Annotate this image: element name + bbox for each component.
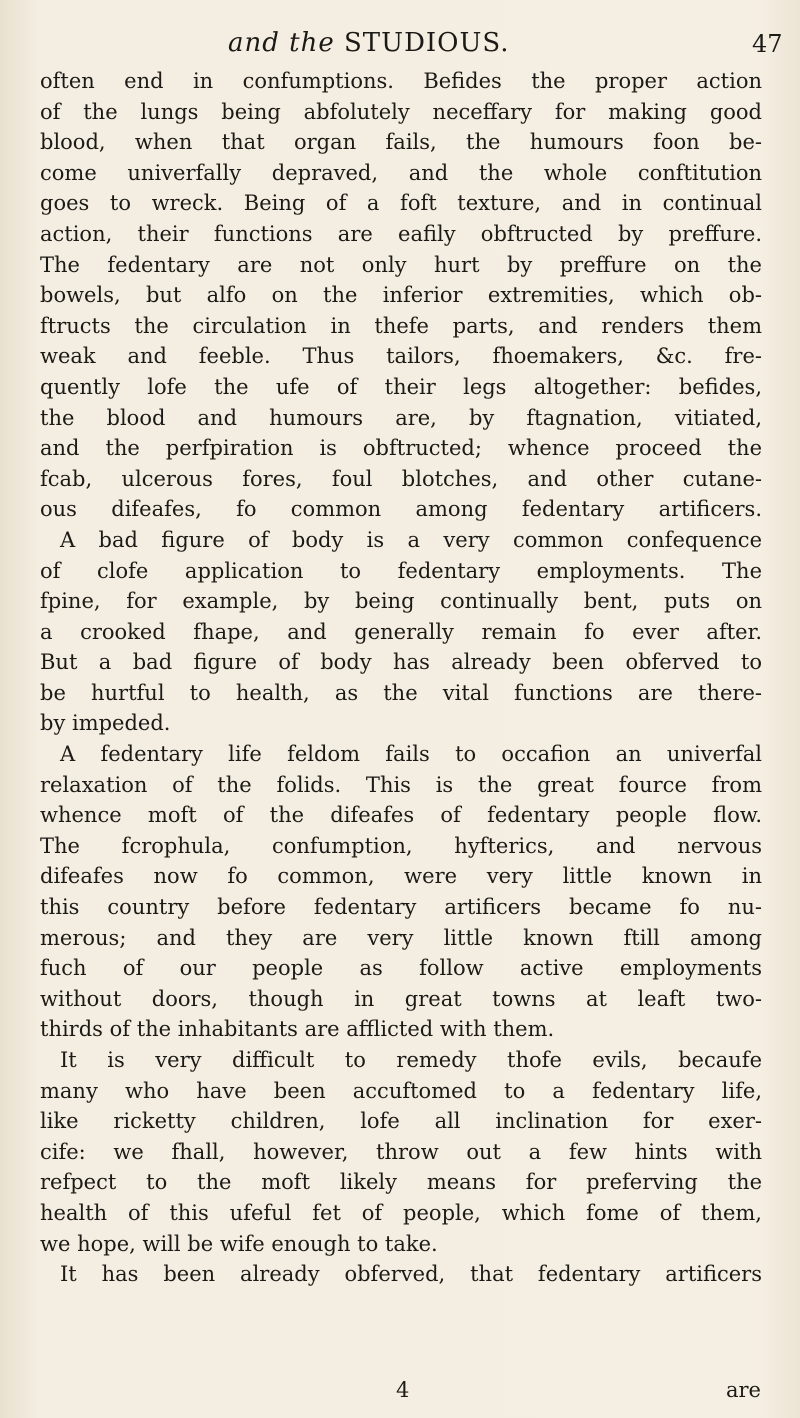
text-line: the blood and humours are, by ftagnation, vitiated, xyxy=(40,405,762,430)
running-head-prefix: and the xyxy=(228,28,335,58)
page-header xyxy=(0,20,800,60)
text-line: goes to wreck. Being of a foft texture, and in continual xyxy=(40,191,762,216)
text-line: often end in confumptions. Befides the proper action xyxy=(40,69,762,93)
text-line: action, their functions are eafily obftructed by preffure. xyxy=(40,221,762,246)
text-line: quently lofe the ufe of their legs altogether: befides, xyxy=(40,374,762,399)
text-line: A fedentary life feldom fails to occafion an univerfal xyxy=(60,742,762,767)
text-line: and the perfpiration is obftructed; whence proceed the xyxy=(40,436,762,461)
text-line: weak and feeble. Thus tailors, fhoemakers, &c. fre- xyxy=(40,344,762,369)
signature-mark: 4 xyxy=(396,1378,410,1402)
text-line: ftructs the circulation in thefe parts, and renders them xyxy=(40,313,762,338)
running-head xyxy=(228,28,510,58)
text-line: by impeded. xyxy=(40,711,171,736)
text-line: this country before fedentary artificers became fo nu- xyxy=(40,895,762,920)
text-line: like ricketty children, lofe all inclination for exer- xyxy=(40,1109,762,1134)
text-line: The fedentary are not only hurt by preffure on the xyxy=(40,252,762,277)
text-line: we hope, will be wife enough to take. xyxy=(40,1231,438,1256)
text-line: refpect to the moft likely means for preferving the xyxy=(40,1170,762,1195)
text-line: fuch of our people as follow active employments xyxy=(40,956,762,981)
text-line: come univerfally depraved, and the whole conftitution xyxy=(40,160,762,185)
text-line: bowels, but alfo on the inferior extremities, which ob- xyxy=(40,283,762,308)
text-line: But a bad figure of body has already been obferved to xyxy=(40,650,762,675)
text-line: blood, when that organ fails, the humours foon be- xyxy=(40,130,762,155)
text-line: thirds of the inhabitants are afflicted with them. xyxy=(40,1017,555,1042)
running-head-title: STUDIOUS. xyxy=(344,28,510,58)
text-line: cife: we fhall, however, throw out a few hints with xyxy=(40,1139,762,1164)
page-number: 47 xyxy=(752,30,783,58)
text-line: whence moft of the difeafes of fedentary people flow. xyxy=(40,803,762,828)
page-footer xyxy=(0,1378,800,1408)
text-line: be hurtful to health, as the vital functions are there- xyxy=(40,680,762,705)
text-line: fcab, ulcerous fores, foul blotches, and other cutane- xyxy=(40,466,762,491)
text-line: A bad figure of body is a very common confequence xyxy=(60,527,762,552)
text-line: many who have been accuftomed to a fedentary life, xyxy=(40,1078,762,1103)
body-text xyxy=(40,66,762,1290)
text-line: The fcrophula, confumption, hyfterics, and nervous xyxy=(40,833,762,858)
text-line: health of this ufeful fet of people, which fome of them, xyxy=(40,1200,762,1225)
text-line: of clofe application to fedentary employments. The xyxy=(40,558,762,583)
text-line: difeafes now fo common, were very little known in xyxy=(40,864,762,889)
text-line: It is very difficult to remedy thofe evils, becaufe xyxy=(60,1048,762,1072)
text-line: relaxation of the folids. This is the great fource from xyxy=(40,772,762,797)
catchword: are xyxy=(726,1378,761,1402)
text-line: It has been already obferved, that fedentary artificers xyxy=(60,1262,762,1287)
text-line: a crooked fhape, and generally remain fo ever after. xyxy=(40,619,762,644)
text-line: fpine, for example, by being continually bent, puts on xyxy=(40,589,762,614)
text-line: ous difeafes, fo common among fedentary artificers. xyxy=(40,497,762,522)
text-line: without doors, though in great towns at leaft two- xyxy=(40,986,762,1011)
text-line: of the lungs being abfolutely neceffary for making good xyxy=(40,99,762,124)
text-line: merous; and they are very little known ftill among xyxy=(40,925,762,950)
